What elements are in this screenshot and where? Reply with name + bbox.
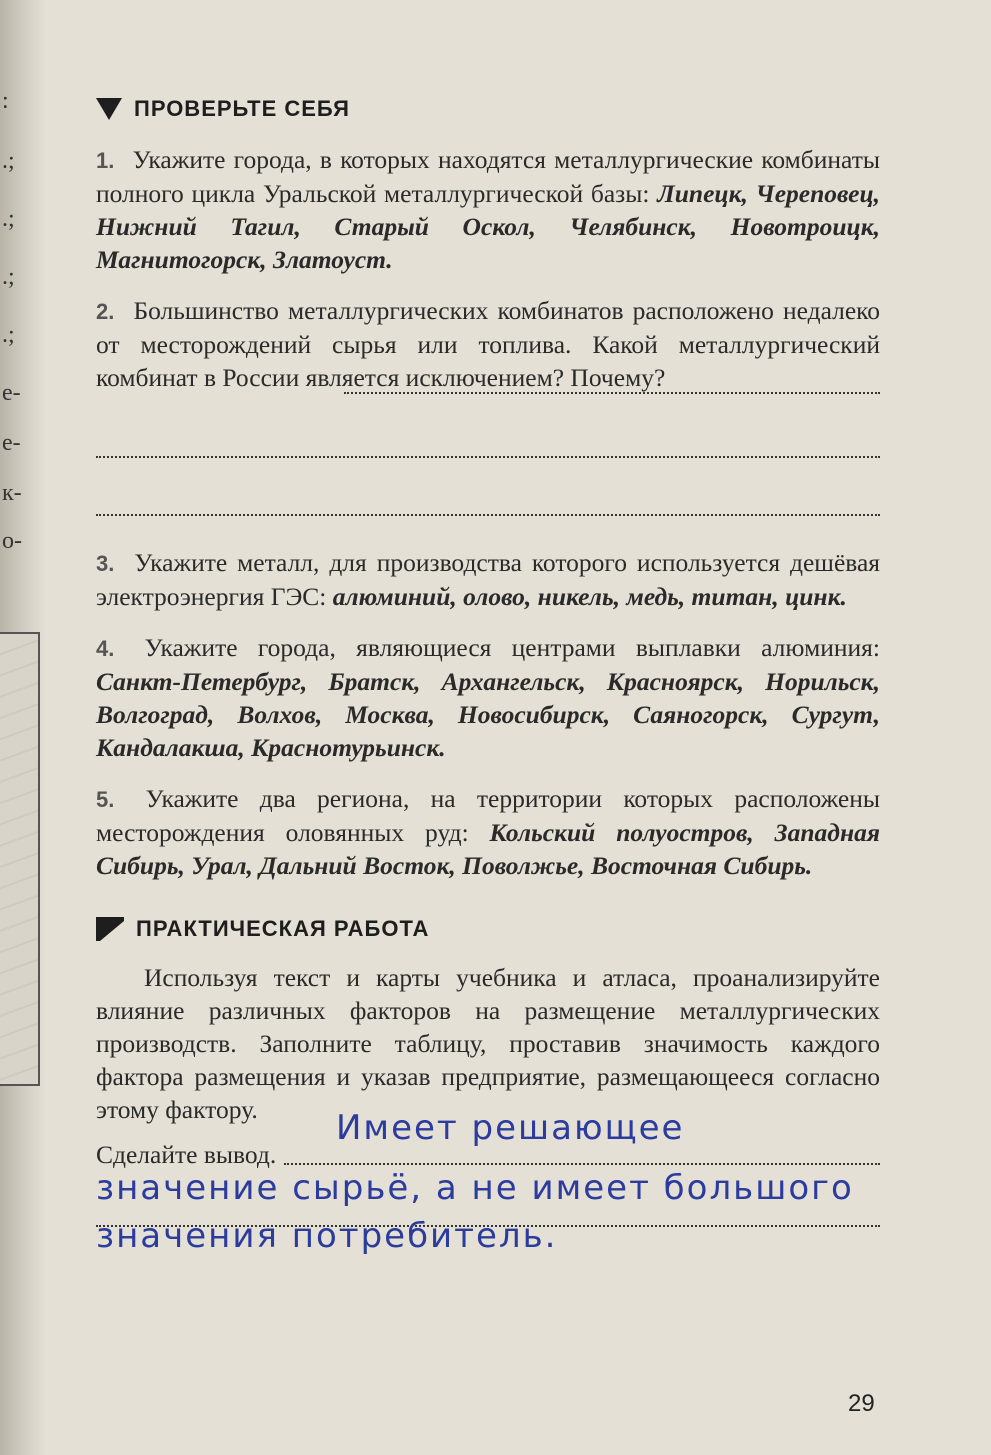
question-options: алюминий, олово, никель, медь, титан, цинк.	[332, 582, 847, 611]
question-text: Укажите металл, для производства которого используется дешёвая электроэнергия ГЭС:	[96, 548, 881, 611]
question-3	[96, 546, 880, 613]
left-fragment-mark: .;	[2, 322, 15, 348]
question-text: Большинство металлургических комбинатов расположено недалеко от месторождений сырья или топлива. Какой металлургический комбинат в России является исключением? Почему?	[96, 296, 881, 392]
question-4	[96, 631, 880, 764]
left-fragment-mark: е-	[2, 430, 21, 456]
question-2	[96, 294, 880, 394]
practice-instructions: Используя текст и карты учебника и атласа, проанализируйте влияние различных факторов на размещение металлургических производств. Заполните таблицу, проставив значимость каждого фактора размещения и указав предприятие, размещающееся согласно этому фактору.	[96, 963, 880, 1124]
left-page-fragment	[0, 0, 40, 1455]
handwritten-answer-line-1: Имеет решающее	[336, 1108, 685, 1148]
dotted-fill	[344, 392, 880, 394]
question-options: Санкт-Петербург, Братск, Архангельск, Красноярск, Норильск, Волгоград, Волхов, Москва, Новосибирск, Саяногорск, Сургут, Кандалакша, Краснотурьинск.	[96, 667, 880, 762]
answer-line-2[interactable]	[96, 456, 880, 458]
question-number: 2.	[96, 299, 115, 324]
left-fragment-mark: к-	[2, 480, 22, 506]
check-yourself-title: ПРОВЕРЬТЕ СЕБЯ	[134, 96, 350, 121]
question-options: Кольский полуостров, Западная Сибирь, Урал, Дальний Восток, Поволжье, Восточная Сибирь.	[96, 818, 880, 880]
question-number: 5.	[96, 787, 115, 812]
handwritten-answer-line-2: значение сырьё, а не имеет большого	[96, 1168, 854, 1208]
question-number: 3.	[96, 551, 115, 576]
left-fragment-mark: е-	[2, 380, 21, 406]
page-number: 29	[848, 1390, 875, 1417]
triangle-marker-icon	[96, 98, 122, 120]
left-fragment-mark: .;	[2, 148, 15, 174]
question-number: 1.	[96, 148, 115, 173]
question-number: 4.	[96, 636, 115, 661]
question-text: Укажите города, в которых находятся металлургические комбинаты полного цикла Уральской металлургической базы:	[96, 145, 880, 208]
conclusion-label: Сделайте вывод.	[96, 1140, 277, 1169]
dotted-fill	[284, 1163, 880, 1165]
page-content	[96, 92, 881, 1256]
question-5	[96, 782, 880, 882]
left-fragment-mark: :	[2, 88, 9, 114]
answer-line-3[interactable]	[96, 514, 880, 516]
answer-line-1[interactable]	[336, 392, 880, 400]
question-options: Липецк, Череповец, Нижний Тагил, Старый Оскол, Челябинск, Новотроицк, Магнитогорск, Златоуст.	[96, 179, 880, 274]
question-text: Укажите два региона, на территории которых расположены месторождения оловянных руд:	[96, 784, 880, 847]
question-text: Укажите города, являющиеся центрами выплавки алюминия:	[144, 633, 880, 662]
corner-marker-icon	[96, 917, 124, 941]
practice-heading	[96, 912, 880, 945]
question-1	[96, 143, 880, 276]
left-fragment-mark: .;	[2, 264, 15, 290]
left-fragment-mark: .;	[2, 206, 15, 232]
handwritten-answer-line-3: значения потребитель.	[96, 1216, 558, 1256]
left-fragment-mark: о-	[2, 528, 22, 554]
conclusion-block	[96, 1108, 880, 1256]
left-map-fragment	[0, 632, 40, 1086]
check-yourself-heading	[96, 92, 880, 125]
practice-title: ПРАКТИЧЕСКАЯ РАБОТА	[136, 916, 430, 941]
